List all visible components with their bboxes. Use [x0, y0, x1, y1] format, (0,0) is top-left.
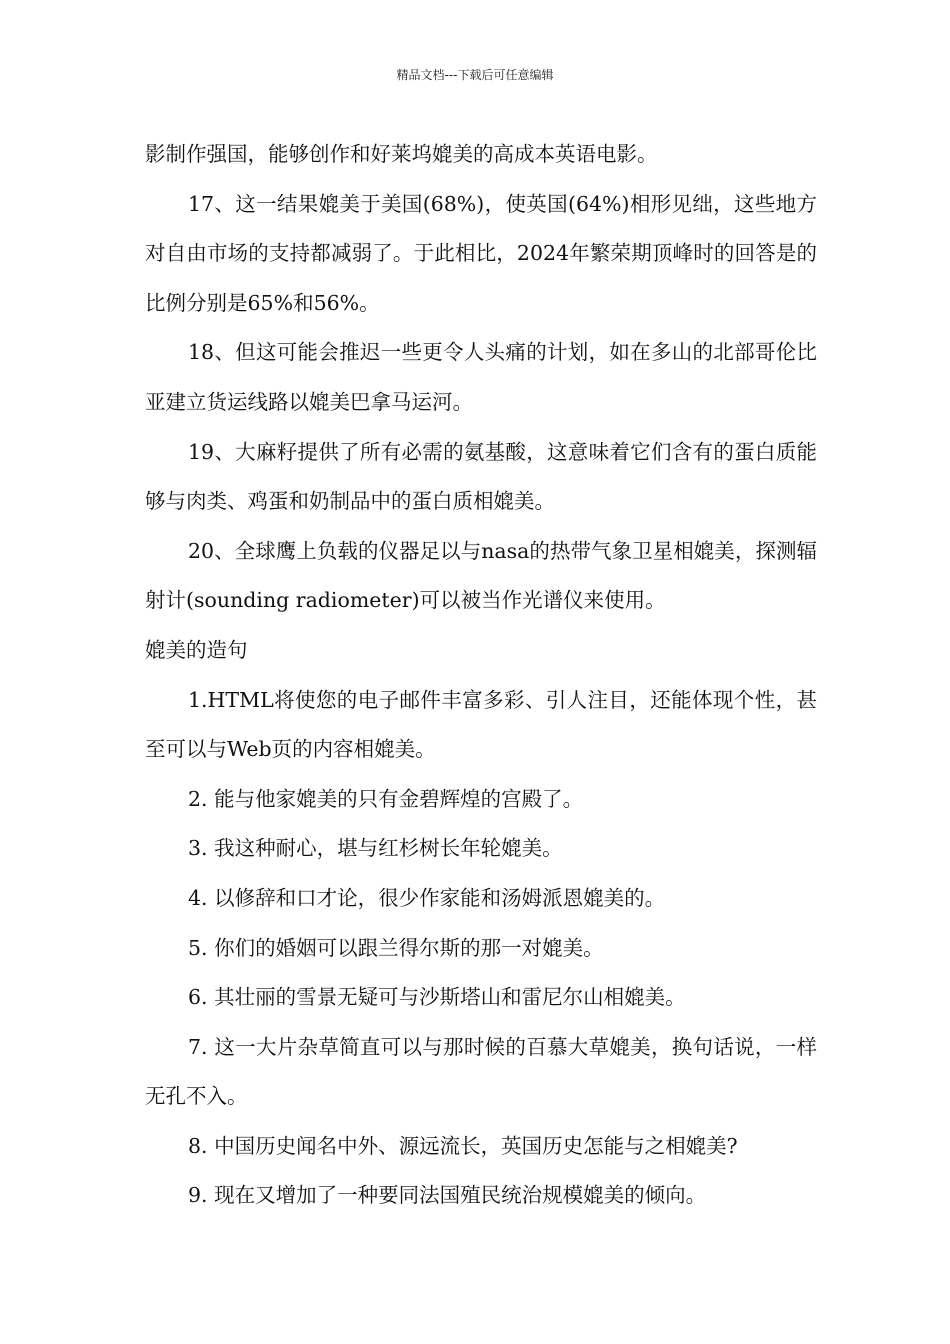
paragraph-item-20: 20、全球鹰上负载的仪器足以与nasa的热带气象卫星相媲美，探测辐射计(sounding radiometer)可以被当作光谱仪来使用。	[145, 538, 817, 613]
sentence-item-1: 1.HTML将使您的电子邮件丰富多彩、引人注目，还能体现个性，甚至可以与Web页的内容相媲美。	[145, 687, 817, 762]
sentence-item-5: 5. 你们的婚姻可以跟兰得尔斯的那一对媲美。	[188, 935, 604, 960]
sentence-item-2: 2. 能与他家媲美的只有金碧辉煌的宫殿了。	[188, 786, 584, 811]
sentence-item-7: 7. 这一大片杂草简直可以与那时候的百慕大草媲美，换句话说，一样无孔不入。	[145, 1034, 817, 1109]
paragraph-item-19: 19、大麻籽提供了所有必需的氨基酸，这意味着它们含有的蛋白质能够与肉类、鸡蛋和奶制品中的蛋白质相媲美。	[145, 439, 817, 514]
paragraph-item-18: 18、但这可能会推迟一些更令人头痛的计划，如在多山的北部哥伦比亚建立货运线路以媲美巴拿马运河。	[145, 340, 817, 414]
sentence-item-3: 3. 我这种耐心，堪与红杉树长年轮媲美。	[188, 836, 563, 861]
sentence-item-6: 6. 其壮丽的雪景无疑可与沙斯塔山和雷尼尔山相媲美。	[188, 985, 686, 1010]
sentence-item-4: 4. 以修辞和口才论，很少作家能和汤姆派恩媲美的。	[188, 885, 666, 910]
paragraph-continuation: 影制作强国，能够创作和好莱坞媲美的高成本英语电影。	[145, 142, 658, 166]
sentence-item-9: 9. 现在又增加了一种要同法国殖民统治规模媲美的倾向。	[188, 1183, 707, 1208]
section-heading: 媲美的造句	[145, 637, 248, 662]
document-body	[145, 130, 817, 1221]
page-header: 精品文档---下载后可任意编辑	[396, 68, 554, 82]
paragraph-item-17: 17、这一结果媲美于美国(68%)，使英国(64%)相形见绌，这些地方对自由市场的支持都减弱了。于此相比，2024年繁荣期顶峰时的回答是的比例分别是65%和56%。	[145, 191, 817, 315]
sentence-item-8: 8. 中国历史闻名中外、源远流长，英国历史怎能与之相媲美?	[188, 1133, 738, 1158]
